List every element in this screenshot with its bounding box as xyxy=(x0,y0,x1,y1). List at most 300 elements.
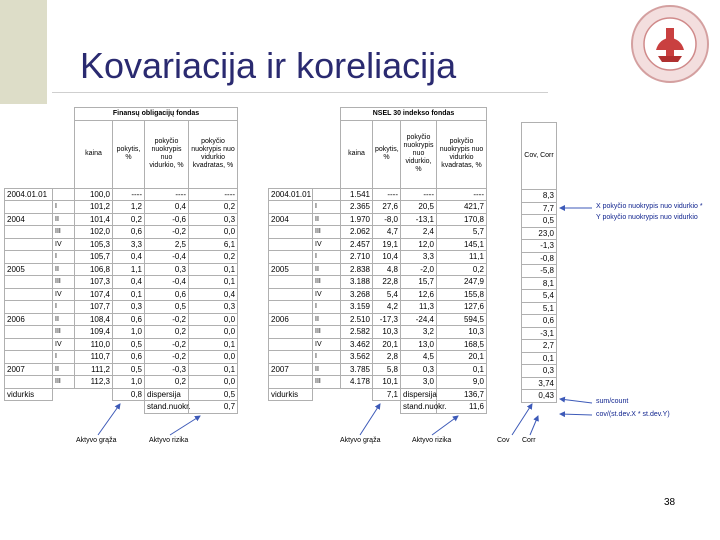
kaina-cell: 3.188 xyxy=(341,276,373,289)
table-row xyxy=(269,363,487,376)
kaina-cell: 107,4 xyxy=(75,288,113,301)
quarter-cell: III xyxy=(53,376,75,389)
kaina-cell: 101,2 xyxy=(75,201,113,214)
blank-cell xyxy=(313,388,341,401)
nuokrypis-cell: -0,4 xyxy=(145,251,189,264)
summary-row-stand xyxy=(5,401,238,414)
table-row xyxy=(269,326,487,339)
pokytis-cell: 0,4 xyxy=(113,276,145,289)
period-cell xyxy=(5,376,53,389)
quarter-cell: II xyxy=(53,363,75,376)
vidurkis-label: vidurkis xyxy=(5,388,53,401)
quarter-cell: IV xyxy=(53,288,75,301)
quarter-cell: I xyxy=(313,201,341,214)
period-cell xyxy=(5,238,53,251)
kvadratas-cell: 0,1 xyxy=(189,363,238,376)
pokytis-cell: ---- xyxy=(113,188,145,201)
kvadratas-cell: 10,3 xyxy=(437,326,487,339)
cov-label: Cov xyxy=(497,437,510,444)
stand-value: 0,7 xyxy=(189,401,238,414)
period-cell xyxy=(269,288,313,301)
kaina-cell: 2.365 xyxy=(341,201,373,214)
corr-value: 0,43 xyxy=(522,390,557,403)
summary-row-vidurkis xyxy=(269,388,487,401)
table-row xyxy=(269,188,487,201)
blank-cell xyxy=(341,401,373,414)
dispersija-value: 136,7 xyxy=(437,388,487,401)
blank-cell xyxy=(53,388,75,401)
nuokrypis-cell: 0,4 xyxy=(145,201,189,214)
pokytis-cell: 0,5 xyxy=(113,338,145,351)
summary-row-stand xyxy=(269,401,487,414)
table-row xyxy=(5,226,238,239)
pokytis-cell: 22,8 xyxy=(373,276,401,289)
period-cell: 2004 xyxy=(5,213,53,226)
dispersija-label: dispersija xyxy=(401,388,437,401)
quarter-cell: I xyxy=(53,351,75,364)
table-row xyxy=(5,301,238,314)
kvadratas-cell: 5,7 xyxy=(437,226,487,239)
x-note: X pokyčio nuokrypis nuo vidurkio * xyxy=(596,203,703,210)
nuokrypis-cell: 4,5 xyxy=(401,351,437,364)
kaina-cell: 2.457 xyxy=(341,238,373,251)
kvadratas-cell: ---- xyxy=(189,188,238,201)
cov-row xyxy=(522,377,557,390)
period-cell xyxy=(5,301,53,314)
period-cell xyxy=(269,251,313,264)
y-note: Y pokyčio nuokrypis nuo vidurkio xyxy=(596,214,698,221)
table-row xyxy=(5,201,238,214)
quarter-cell xyxy=(313,188,341,201)
cov-product-cell: 0,5 xyxy=(522,215,557,228)
kaina-cell: 2.838 xyxy=(341,263,373,276)
nuokrypis-cell: 0,2 xyxy=(145,376,189,389)
stand-label: stand.nuokr. xyxy=(401,401,437,414)
quarter-cell: II xyxy=(53,313,75,326)
pokytis-cell: 10,3 xyxy=(373,326,401,339)
nuokrypis-cell: 3,0 xyxy=(401,376,437,389)
kvadratas-cell: 0,2 xyxy=(189,201,238,214)
table-row xyxy=(269,313,487,326)
quarter-cell: III xyxy=(53,226,75,239)
quarter-cell: II xyxy=(313,263,341,276)
table-row xyxy=(269,213,487,226)
period-cell: 2007 xyxy=(5,363,53,376)
period-cell: 2004 xyxy=(269,213,313,226)
cov-product-cell: 2,7 xyxy=(522,340,557,353)
table-row xyxy=(269,263,487,276)
pokytis-cell: 1,0 xyxy=(113,326,145,339)
nuokrypis-cell: 0,5 xyxy=(145,301,189,314)
pokytis-cell: 27,6 xyxy=(373,201,401,214)
pokytis-cell: 10,1 xyxy=(373,376,401,389)
table-row xyxy=(5,351,238,364)
pokytis-cell: 1,2 xyxy=(113,201,145,214)
table-row xyxy=(522,190,557,203)
table-row xyxy=(5,313,238,326)
kvadratas-cell: 247,9 xyxy=(437,276,487,289)
table-row xyxy=(522,352,557,365)
table-row xyxy=(522,252,557,265)
nuokrypis-cell: 3,2 xyxy=(401,326,437,339)
cov-product-cell: -3,1 xyxy=(522,327,557,340)
nuokrypis-cell: -2,0 xyxy=(401,263,437,276)
nuokrypis-cell: 12,6 xyxy=(401,288,437,301)
table-row xyxy=(522,215,557,228)
kvadratas-cell: 0,0 xyxy=(189,313,238,326)
quarter-cell: II xyxy=(313,213,341,226)
kvadratas-cell: ---- xyxy=(437,188,487,201)
quarter-cell xyxy=(53,188,75,201)
kvadratas-cell: 0,0 xyxy=(189,326,238,339)
nuokrypis-cell: -0,2 xyxy=(145,351,189,364)
nuokrypis-cell: 3,3 xyxy=(401,251,437,264)
kaina-cell: 110,7 xyxy=(75,351,113,364)
stand-label: stand.nuokr. xyxy=(145,401,189,414)
table-row xyxy=(5,251,238,264)
table-row xyxy=(5,338,238,351)
blank-cell xyxy=(313,401,341,414)
cov-product-cell: -0,8 xyxy=(522,252,557,265)
period-cell xyxy=(269,351,313,364)
pokytis-cell: -17,3 xyxy=(373,313,401,326)
aktyvo-rizika-label-2: Aktyvo rizika xyxy=(412,437,452,444)
period-cell: 2004.01.01 xyxy=(269,188,313,201)
quarter-cell: I xyxy=(53,201,75,214)
table-row xyxy=(269,226,487,239)
dispersija-label: dispersija xyxy=(145,388,189,401)
period-cell xyxy=(5,251,53,264)
period-cell xyxy=(5,351,53,364)
table-row xyxy=(5,276,238,289)
pokytis-cell: 5,4 xyxy=(373,288,401,301)
quarter-cell: I xyxy=(53,301,75,314)
table-row xyxy=(5,326,238,339)
kaina-cell: 108,4 xyxy=(75,313,113,326)
table1-col-nuokrypis: pokyčio nuokrypis nuo vidurkio, % xyxy=(145,120,189,188)
kvadratas-cell: 0,0 xyxy=(189,376,238,389)
nuokrypis-cell: -0,2 xyxy=(145,226,189,239)
table-row xyxy=(522,202,557,215)
cov-product-cell: 23,0 xyxy=(522,227,557,240)
pokytis-cell: 4,7 xyxy=(373,226,401,239)
pokytis-cell: 0,3 xyxy=(113,301,145,314)
quarter-cell: I xyxy=(313,301,341,314)
quarter-cell: IV xyxy=(313,288,341,301)
blank-cell xyxy=(341,388,373,401)
kvadratas-cell: 0,1 xyxy=(189,263,238,276)
period-cell: 2005 xyxy=(5,263,53,276)
cov-product-cell: 5,4 xyxy=(522,290,557,303)
pokytis-cell: 0,1 xyxy=(113,288,145,301)
table-row xyxy=(269,251,487,264)
kvadratas-cell: 170,8 xyxy=(437,213,487,226)
sum-count-note: sum/count xyxy=(596,398,629,405)
quarter-cell: I xyxy=(313,351,341,364)
kaina-cell: 107,7 xyxy=(75,301,113,314)
pokytis-cell: 1,1 xyxy=(113,263,145,276)
quarter-cell: I xyxy=(313,251,341,264)
period-cell xyxy=(5,201,53,214)
nuokrypis-cell: -24,4 xyxy=(401,313,437,326)
period-cell xyxy=(269,226,313,239)
slide-title: Kovariacija ir koreliacija xyxy=(80,45,457,86)
pokytis-cell: 1,0 xyxy=(113,376,145,389)
kaina-cell: 3.785 xyxy=(341,363,373,376)
kaina-cell: 2.510 xyxy=(341,313,373,326)
quarter-cell: II xyxy=(53,263,75,276)
kvadratas-cell: 0,4 xyxy=(189,288,238,301)
table-row xyxy=(522,302,557,315)
nuokrypis-cell: 0,3 xyxy=(401,363,437,376)
table-row xyxy=(522,327,557,340)
nuokrypis-cell: -0,6 xyxy=(145,213,189,226)
kvadratas-cell: 0,1 xyxy=(189,276,238,289)
cov-product-cell: -1,3 xyxy=(522,240,557,253)
quarter-cell: III xyxy=(53,276,75,289)
kvadratas-cell: 0,2 xyxy=(189,251,238,264)
pokytis-cell: 4,8 xyxy=(373,263,401,276)
table1-col-pokytis: pokytis, % xyxy=(113,120,145,188)
kaina-cell: 109,4 xyxy=(75,326,113,339)
table2-group-header: NSEL 30 indekso fondas xyxy=(341,108,487,121)
blank-cell xyxy=(5,401,53,414)
kvadratas-cell: 0,0 xyxy=(189,226,238,239)
quarter-cell: III xyxy=(313,326,341,339)
period-cell xyxy=(5,288,53,301)
cov-product-cell: 8,3 xyxy=(522,190,557,203)
table-row xyxy=(522,277,557,290)
table-row xyxy=(522,265,557,278)
table-row xyxy=(5,363,238,376)
table2-col-pokytis: pokytis, % xyxy=(373,120,401,188)
table-row xyxy=(269,276,487,289)
cov-product-cell: 7,7 xyxy=(522,202,557,215)
decorative-side-bar xyxy=(0,0,47,104)
table-row xyxy=(269,351,487,364)
aktyvo-rizika-label-1: Aktyvo rizika xyxy=(149,437,189,444)
kaina-cell: 111,2 xyxy=(75,363,113,376)
pokytis-cell: ---- xyxy=(373,188,401,201)
period-cell xyxy=(269,376,313,389)
table1-col-kvadratas: pokyčio nuokrypis nuo vidurkio kvadratas, % xyxy=(189,120,238,188)
kaina-cell: 110,0 xyxy=(75,338,113,351)
table-row xyxy=(5,263,238,276)
nuokrypis-cell: 13,0 xyxy=(401,338,437,351)
table-row xyxy=(522,227,557,240)
pokytis-cell: -8,0 xyxy=(373,213,401,226)
period-cell xyxy=(269,276,313,289)
nuokrypis-cell: 20,5 xyxy=(401,201,437,214)
cov-product-cell: 0,1 xyxy=(522,352,557,365)
nuokrypis-cell: ---- xyxy=(401,188,437,201)
cov-product-cell: 0,6 xyxy=(522,315,557,328)
kaina-cell: 3.562 xyxy=(341,351,373,364)
table2-col-kvadratas: pokyčio nuokrypis nuo vidurkio kvadratas, % xyxy=(437,120,487,188)
nuokrypis-cell: -0,2 xyxy=(145,338,189,351)
pokytis-cell: 5,8 xyxy=(373,363,401,376)
period-cell xyxy=(269,326,313,339)
pokytis-cell: 0,4 xyxy=(113,251,145,264)
kaina-cell: 3.268 xyxy=(341,288,373,301)
kaina-cell: 105,3 xyxy=(75,238,113,251)
vidurkis-value: 7,1 xyxy=(373,388,401,401)
table-row xyxy=(522,290,557,303)
page-number: 38 xyxy=(664,497,676,508)
table3-header: Cov, Corr xyxy=(522,123,557,190)
nuokrypis-cell: 15,7 xyxy=(401,276,437,289)
dispersija-value: 0,5 xyxy=(189,388,238,401)
pokytis-cell: 3,3 xyxy=(113,238,145,251)
table-row xyxy=(522,340,557,353)
blank-cell xyxy=(373,401,401,414)
kaina-cell: 1.970 xyxy=(341,213,373,226)
nuokrypis-cell: -13,1 xyxy=(401,213,437,226)
table-row xyxy=(269,301,487,314)
table-row xyxy=(5,188,238,201)
kvadratas-cell: 0,3 xyxy=(189,301,238,314)
kaina-cell: 101,4 xyxy=(75,213,113,226)
kaina-cell: 3.159 xyxy=(341,301,373,314)
cov-product-cell: 0,3 xyxy=(522,365,557,378)
period-cell xyxy=(269,301,313,314)
quarter-cell: IV xyxy=(313,238,341,251)
nuokrypis-cell: 0,2 xyxy=(145,326,189,339)
kaina-cell: 3.462 xyxy=(341,338,373,351)
nuokrypis-cell: 0,6 xyxy=(145,288,189,301)
table-row xyxy=(269,201,487,214)
quarter-cell: II xyxy=(313,313,341,326)
university-logo-icon xyxy=(630,4,710,84)
kaina-cell: 112,3 xyxy=(75,376,113,389)
table-row xyxy=(5,238,238,251)
period-cell: 2006 xyxy=(269,313,313,326)
period-cell xyxy=(269,201,313,214)
nuokrypis-cell: 11,3 xyxy=(401,301,437,314)
finance-bond-fund-table xyxy=(4,107,238,414)
nuokrypis-cell: -0,3 xyxy=(145,363,189,376)
stand-value: 11,6 xyxy=(437,401,487,414)
summary-row-vidurkis xyxy=(5,388,238,401)
nuokrypis-cell: 12,0 xyxy=(401,238,437,251)
cov-product-cell: -5,8 xyxy=(522,265,557,278)
aktyvo-graza-label-1: Aktyvo grąža xyxy=(76,437,117,444)
table-row xyxy=(269,338,487,351)
table-row xyxy=(269,238,487,251)
pokytis-cell: 4,2 xyxy=(373,301,401,314)
vidurkis-label: vidurkis xyxy=(269,388,313,401)
quarter-cell: III xyxy=(313,276,341,289)
quarter-cell: IV xyxy=(53,338,75,351)
title-divider xyxy=(52,92,548,93)
pokytis-cell: 0,5 xyxy=(113,363,145,376)
nuokrypis-cell: 2,5 xyxy=(145,238,189,251)
kvadratas-cell: 0,1 xyxy=(437,363,487,376)
table1-group-header: Finansų obligacijų fondas xyxy=(75,108,238,121)
nuokrypis-cell: -0,2 xyxy=(145,313,189,326)
cov-formula-note: cov/(st.dev.X * st.dev.Y) xyxy=(596,411,670,418)
period-cell xyxy=(269,338,313,351)
table-row xyxy=(522,365,557,378)
table-row xyxy=(5,288,238,301)
quarter-cell: II xyxy=(313,363,341,376)
kvadratas-cell: 0,3 xyxy=(189,213,238,226)
kvadratas-cell: 6,1 xyxy=(189,238,238,251)
kvadratas-cell: 145,1 xyxy=(437,238,487,251)
period-cell xyxy=(5,338,53,351)
cov-product-cell: 8,1 xyxy=(522,277,557,290)
kvadratas-cell: 421,7 xyxy=(437,201,487,214)
cov-product-cell: 5,1 xyxy=(522,302,557,315)
quarter-cell: III xyxy=(313,226,341,239)
period-cell xyxy=(5,226,53,239)
blank-cell xyxy=(269,401,313,414)
blank-cell xyxy=(75,388,113,401)
table2-col-kaina: kaina xyxy=(341,120,373,188)
kaina-cell: 105,7 xyxy=(75,251,113,264)
table-row xyxy=(5,376,238,389)
pokytis-cell: 10,4 xyxy=(373,251,401,264)
table-row xyxy=(522,315,557,328)
kvadratas-cell: 594,5 xyxy=(437,313,487,326)
pokytis-cell: 0,2 xyxy=(113,213,145,226)
kaina-cell: 2.710 xyxy=(341,251,373,264)
period-cell xyxy=(5,276,53,289)
nuokrypis-cell: 2,4 xyxy=(401,226,437,239)
kaina-cell: 106,8 xyxy=(75,263,113,276)
period-cell: 2006 xyxy=(5,313,53,326)
table2-col-nuokrypis: pokyčio nuokrypis nuo vidurkio, % xyxy=(401,120,437,188)
quarter-cell: IV xyxy=(53,238,75,251)
kvadratas-cell: 155,8 xyxy=(437,288,487,301)
corr-label: Corr xyxy=(522,437,536,444)
kaina-cell: 100,0 xyxy=(75,188,113,201)
aktyvo-graza-label-2: Aktyvo grąža xyxy=(340,437,381,444)
period-cell: 2005 xyxy=(269,263,313,276)
table1-col-kaina: kaina xyxy=(75,120,113,188)
period-cell xyxy=(5,326,53,339)
period-cell: 2004.01.01 xyxy=(5,188,53,201)
kvadratas-cell: 0,1 xyxy=(189,338,238,351)
period-cell xyxy=(269,238,313,251)
nuokrypis-cell: -0,4 xyxy=(145,276,189,289)
nsel30-index-fund-table xyxy=(268,107,487,414)
kvadratas-cell: 0,2 xyxy=(437,263,487,276)
table-row xyxy=(269,376,487,389)
kvadratas-cell: 127,6 xyxy=(437,301,487,314)
quarter-cell: IV xyxy=(313,338,341,351)
kvadratas-cell: 20,1 xyxy=(437,351,487,364)
kvadratas-cell: 11,1 xyxy=(437,251,487,264)
blank-cell xyxy=(75,401,113,414)
pokytis-cell: 2,8 xyxy=(373,351,401,364)
cov-value: 3,74 xyxy=(522,377,557,390)
corr-row xyxy=(522,390,557,403)
blank-cell xyxy=(113,401,145,414)
cov-corr-table xyxy=(521,122,557,403)
period-cell: 2007 xyxy=(269,363,313,376)
nuokrypis-cell: 0,3 xyxy=(145,263,189,276)
kaina-cell: 2.582 xyxy=(341,326,373,339)
quarter-cell: III xyxy=(53,326,75,339)
table-row xyxy=(522,240,557,253)
quarter-cell: II xyxy=(53,213,75,226)
pokytis-cell: 20,1 xyxy=(373,338,401,351)
kaina-cell: 1.541 xyxy=(341,188,373,201)
pokytis-cell: 0,6 xyxy=(113,313,145,326)
table-row xyxy=(269,288,487,301)
kaina-cell: 107,3 xyxy=(75,276,113,289)
